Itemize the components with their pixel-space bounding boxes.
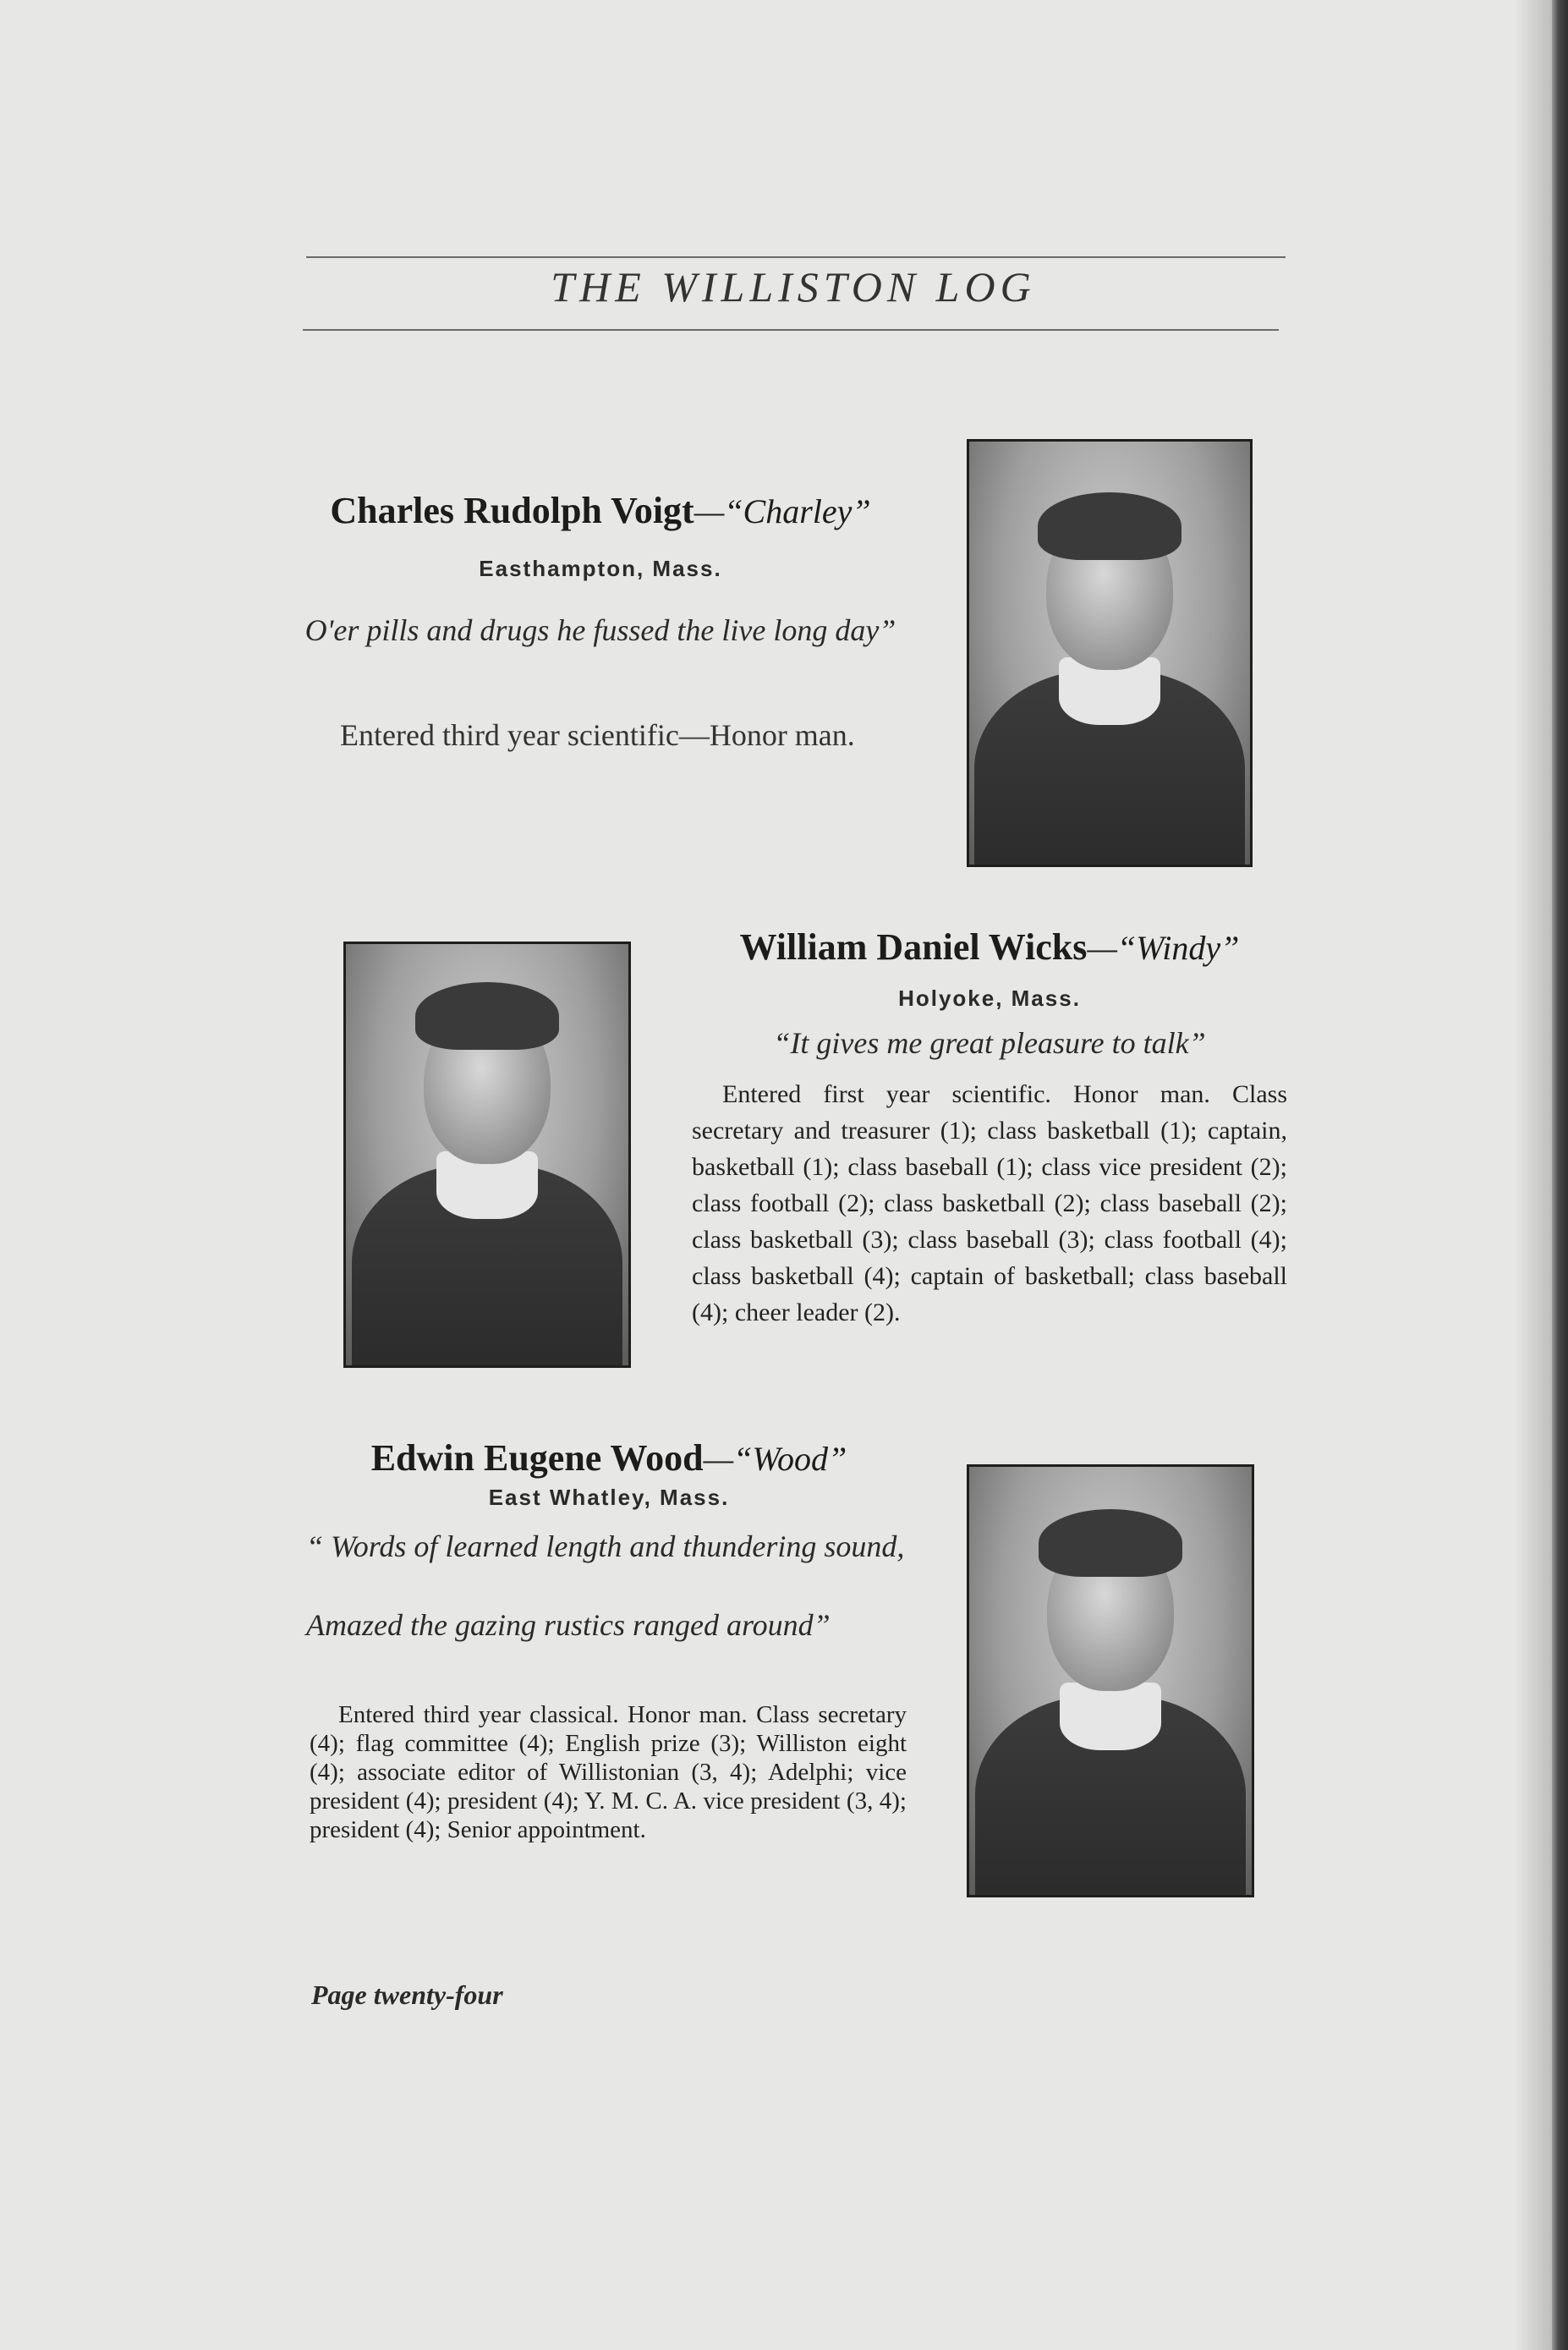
page-header-title: THE WILLISTON LOG	[551, 263, 1036, 310]
portrait-photo-voigt	[967, 439, 1253, 867]
bio-wood: Entered third year classical. Honor man. Class secretary (4); flag committee (4); English prize (3); Williston eight (4); associate editor of Willistonian (3, 4); Adelphi; vice president (4); president (4); Y. M. C. A. vice president (3, 4); president (4); Senior appointment.	[310, 1701, 907, 1843]
page-gutter-shadow	[1514, 0, 1552, 2350]
page-number: Page twenty-four	[311, 1979, 503, 2010]
bio-voigt: Entered third year scientific—Honor man.	[340, 718, 855, 752]
student-name-voigt: Charles Rudolph Voigt—“Charley”	[330, 490, 871, 531]
bio-wicks: Entered first year scientific. Honor man. Class secretary and treasurer (1); class basketball (1); captain, basketball (1); class baseball (1); class vice president (2); class football (2); class basketball (2); class baseball (2); class basketball (3); class baseball (3); class football (4); class basketball (4); captain of basketball; class baseball (4); cheer leader (2).	[692, 1080, 1287, 1326]
motto-wood-line-2: Amazed the gazing rustics ranged around”	[306, 1608, 831, 1642]
header-rule-top	[306, 256, 1286, 258]
motto-wicks: “It gives me great pleasure to talk”	[773, 1026, 1206, 1060]
motto-voigt: O'er pills and drugs he fussed the live long day”	[304, 613, 896, 647]
student-name-wicks: William Daniel Wicks—“Windy”	[739, 926, 1240, 968]
hometown-wicks: Holyoke, Mass.	[898, 986, 1081, 1011]
hometown-voigt: Easthampton, Mass.	[479, 556, 722, 581]
motto-wood-line-1: “ Words of learned length and thundering sound,	[306, 1529, 905, 1563]
header-rule-bottom	[303, 329, 1279, 331]
student-name-wood: Edwin Eugene Wood—“Wood”	[370, 1437, 847, 1479]
portrait-photo-wicks	[343, 942, 631, 1368]
portrait-photo-wood	[967, 1464, 1254, 1897]
hometown-wood: East Whatley, Mass.	[488, 1485, 730, 1510]
book-spine-edge	[1552, 0, 1568, 2350]
